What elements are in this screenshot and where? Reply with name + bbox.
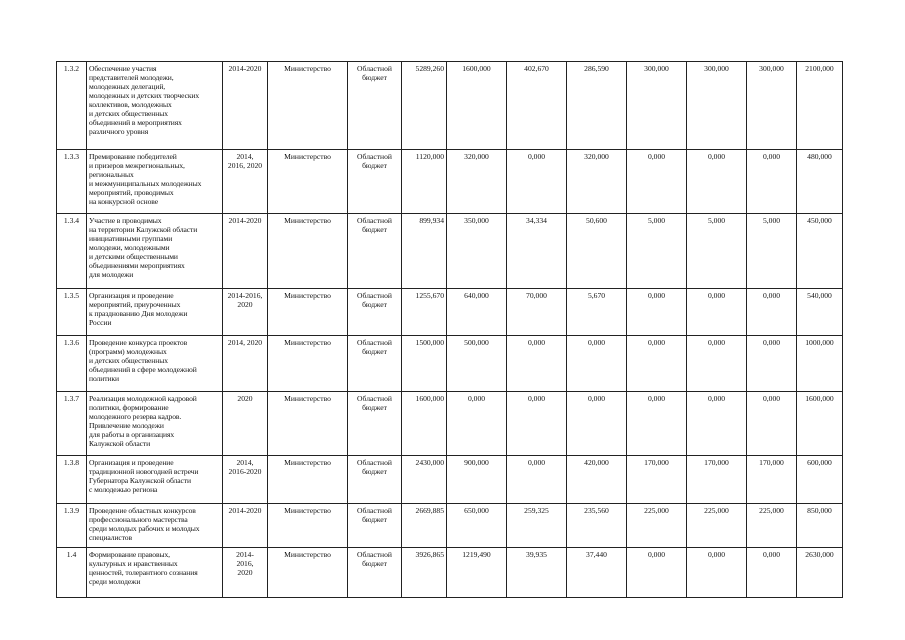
value-total: 5289,260 (402, 62, 447, 150)
row-number: 1.4 (57, 548, 87, 598)
row-executor: Министерство (268, 289, 348, 336)
row-funding-source: Областной бюджет (348, 289, 402, 336)
table-row (57, 62, 843, 150)
table-row (57, 289, 843, 336)
value-col-7: 0,000 (747, 150, 797, 214)
row-funding-source: Областной бюджет (348, 214, 402, 289)
row-number: 1.3.8 (57, 456, 87, 504)
value-col-7: 0,000 (747, 289, 797, 336)
row-executor: Министерство (268, 214, 348, 289)
row-number: 1.3.3 (57, 150, 87, 214)
row-description: Организация и проведение мероприятий, приуроченных к празднованию Дня молодежи России (89, 291, 188, 327)
value-col-5: 5,000 (627, 214, 687, 289)
row-period: 2014-2020 (228, 216, 262, 225)
value-col-4: 235,560 (567, 504, 627, 548)
value-col-2: 650,000 (447, 504, 507, 548)
value-col-5: 0,000 (627, 289, 687, 336)
value-col-5: 300,000 (627, 62, 687, 150)
row-executor: Министерство (268, 336, 348, 392)
row-description: Организация и проведение традиционной новогодней встречи Губернатора Калужской области с молодежью региона (89, 458, 199, 494)
value-col-2: 900,000 (447, 456, 507, 504)
value-col-4: 0,000 (567, 336, 627, 392)
value-col-7: 225,000 (747, 504, 797, 548)
value-col-8: 600,000 (797, 456, 843, 504)
table-row (57, 548, 843, 598)
value-col-5: 0,000 (627, 548, 687, 598)
value-total: 1120,000 (402, 150, 447, 214)
row-funding-source: Областной бюджет (348, 548, 402, 598)
row-period: 2014-2016, 2020 (227, 291, 263, 309)
value-col-2: 0,000 (447, 392, 507, 456)
row-number: 1.3.9 (57, 504, 87, 548)
value-col-7: 0,000 (747, 548, 797, 598)
row-number: 1.3.4 (57, 214, 87, 289)
row-executor: Министерство (268, 392, 348, 456)
row-period: 2014, 2020 (227, 338, 263, 347)
table-row (57, 456, 843, 504)
value-total: 3926,865 (402, 548, 447, 598)
value-col-4: 286,590 (567, 62, 627, 150)
row-funding-source: Областной бюджет (348, 150, 402, 214)
value-col-5: 0,000 (627, 392, 687, 456)
value-col-6: 0,000 (687, 150, 747, 214)
value-col-3: 0,000 (507, 392, 567, 456)
value-col-7: 0,000 (747, 392, 797, 456)
value-col-5: 0,000 (627, 336, 687, 392)
value-col-4: 50,600 (567, 214, 627, 289)
value-col-4: 0,000 (567, 392, 627, 456)
value-total: 1600,000 (402, 392, 447, 456)
table-row (57, 336, 843, 392)
value-col-3: 39,935 (507, 548, 567, 598)
value-col-8: 2100,000 (797, 62, 843, 150)
value-col-2: 1219,490 (447, 548, 507, 598)
row-funding-source: Областной бюджет (348, 456, 402, 504)
value-total: 1255,670 (402, 289, 447, 336)
value-col-2: 320,000 (447, 150, 507, 214)
value-col-5: 170,000 (627, 456, 687, 504)
value-col-6: 0,000 (687, 392, 747, 456)
value-total: 2430,000 (402, 456, 447, 504)
value-col-7: 0,000 (747, 336, 797, 392)
value-col-3: 70,000 (507, 289, 567, 336)
row-funding-source: Областной бюджет (348, 336, 402, 392)
row-description: Реализация молодежной кадровой политики, формирование молодежного резерва кадров. Привлечение молодежи для работы в организациях Калужской области (89, 394, 197, 448)
value-col-3: 34,334 (507, 214, 567, 289)
value-col-3: 259,325 (507, 504, 567, 548)
row-description: Премирование победителей и призеров межрегиональных, региональных и межмуниципальных молодежных мероприятий, проводимых на конкурсной основе (89, 152, 202, 206)
value-total: 899,934 (402, 214, 447, 289)
value-col-8: 450,000 (797, 214, 843, 289)
table-row (57, 504, 843, 548)
row-funding-source: Областной бюджет (348, 504, 402, 548)
row-number: 1.3.7 (57, 392, 87, 456)
row-period: 2014-2020 (228, 506, 262, 515)
row-description: Участие в проводимых на территории Калужской области инициативными группами молодежи, молодежными и детскими общественными объединениями мероприятиях для молодежи (89, 216, 198, 279)
value-col-6: 0,000 (687, 289, 747, 336)
row-executor: Министерство (268, 62, 348, 150)
row-period: 2014, 2016-2020 (228, 458, 262, 476)
value-col-8: 480,000 (797, 150, 843, 214)
budget-table (56, 61, 843, 598)
table-row (57, 150, 843, 214)
row-description: Проведение областных конкурсов профессионального мастерства среди молодых рабочих и молодых специалистов (89, 506, 200, 542)
value-col-6: 170,000 (687, 456, 747, 504)
value-col-4: 37,440 (567, 548, 627, 598)
value-col-4: 5,670 (567, 289, 627, 336)
row-period: 2014- 2016, 2020 (236, 550, 254, 577)
value-col-7: 5,000 (747, 214, 797, 289)
value-col-2: 500,000 (447, 336, 507, 392)
table-row (57, 392, 843, 456)
value-col-6: 0,000 (687, 548, 747, 598)
value-col-2: 350,000 (447, 214, 507, 289)
value-total: 1500,000 (402, 336, 447, 392)
value-col-3: 402,670 (507, 62, 567, 150)
value-col-6: 225,000 (687, 504, 747, 548)
value-col-4: 320,000 (567, 150, 627, 214)
row-description: Проведение конкурса проектов (программ) молодежных и детских общественных объединений в сфере молодежной политики (89, 338, 197, 383)
value-col-3: 0,000 (507, 456, 567, 504)
value-col-8: 1000,000 (797, 336, 843, 392)
value-col-8: 540,000 (797, 289, 843, 336)
value-col-2: 1600,000 (447, 62, 507, 150)
row-description: Формирование правовых, культурных и нравственных ценностей, толерантного сознания среди молодежи (89, 550, 198, 586)
value-col-2: 640,000 (447, 289, 507, 336)
value-col-6: 300,000 (687, 62, 747, 150)
row-number: 1.3.5 (57, 289, 87, 336)
value-col-5: 225,000 (627, 504, 687, 548)
row-number: 1.3.6 (57, 336, 87, 392)
row-description: Обеспечение участия представителей молодежи, молодежных делегаций, молодежных и детских творческих коллективов, молодежных и детских общественных объединений в мероприятиях различного уровня (89, 64, 200, 136)
row-period: 2020 (237, 394, 253, 403)
value-col-4: 420,000 (567, 456, 627, 504)
row-executor: Министерство (268, 504, 348, 548)
row-funding-source: Областной бюджет (348, 392, 402, 456)
row-executor: Министерство (268, 456, 348, 504)
table-row (57, 214, 843, 289)
value-col-7: 170,000 (747, 456, 797, 504)
value-col-6: 5,000 (687, 214, 747, 289)
row-executor: Министерство (268, 548, 348, 598)
value-col-8: 1600,000 (797, 392, 843, 456)
row-number: 1.3.2 (57, 62, 87, 150)
value-col-7: 300,000 (747, 62, 797, 150)
row-funding-source: Областной бюджет (348, 62, 402, 150)
value-col-3: 0,000 (507, 150, 567, 214)
value-col-3: 0,000 (507, 336, 567, 392)
row-period: 2014-2020 (228, 64, 262, 73)
value-total: 2669,885 (402, 504, 447, 548)
value-col-8: 2630,000 (797, 548, 843, 598)
value-col-6: 0,000 (687, 336, 747, 392)
row-executor: Министерство (268, 150, 348, 214)
row-period: 2014, 2016, 2020 (227, 152, 263, 170)
value-col-8: 850,000 (797, 504, 843, 548)
value-col-5: 0,000 (627, 150, 687, 214)
